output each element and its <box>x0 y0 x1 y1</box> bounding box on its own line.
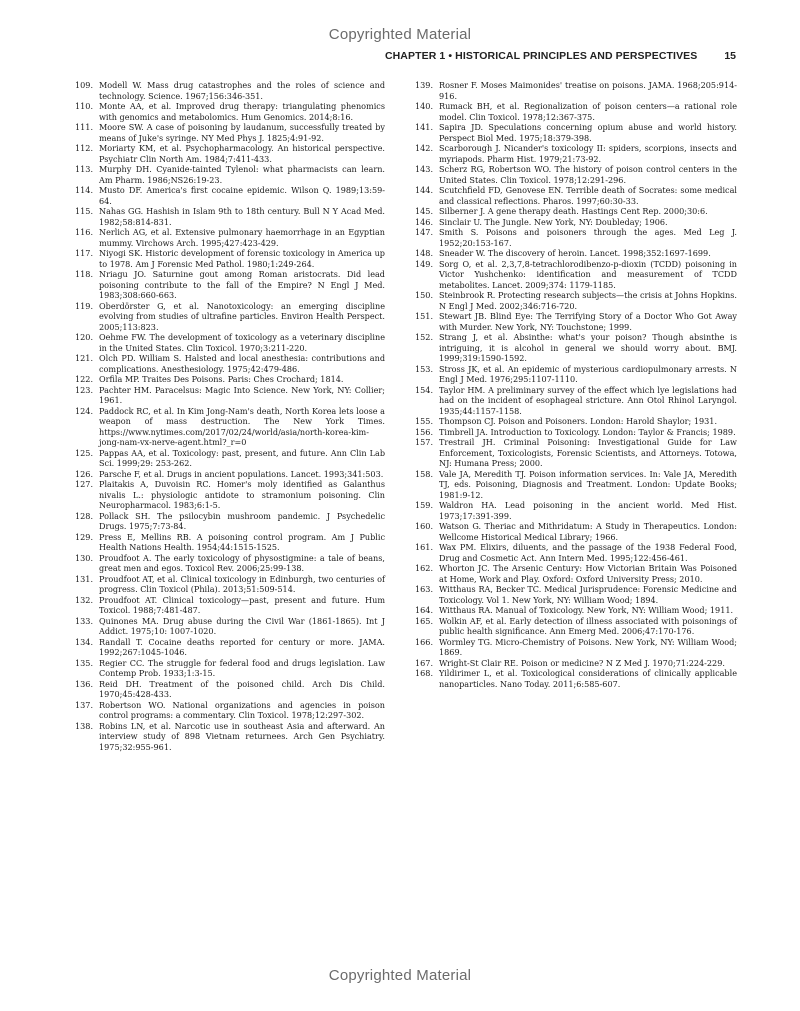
running-head <box>385 50 736 62</box>
reference-text: Sneader W. The discovery of heroin. Lancet. 1998;352:1697-1699. <box>439 248 711 258</box>
reference-item <box>415 542 737 563</box>
reference-text: Scarborough J. Nicander's toxicology II: spiders, scorpions, insects and myriapods. Pharm Hist. 1979;21:73-92. <box>439 143 737 164</box>
reference-number: 168. <box>415 668 434 678</box>
reference-number: 137. <box>75 699 94 710</box>
reference-number: 139. <box>415 80 434 90</box>
reference-item <box>75 532 385 553</box>
reference-text: Monte AA, et al. Improved drug therapy: triangulating phenomics with genomics and metabolomics. Hum Genomics. 2014;8:16. <box>99 101 385 122</box>
page-number: 15 <box>724 50 736 62</box>
reference-number: 136. <box>75 678 94 689</box>
reference-text: Smith S. Poisons and poisoners through the ages. Med Leg J. 1952;20:153-167. <box>439 227 737 248</box>
reference-number: 156. <box>415 426 434 437</box>
reference-item <box>415 616 737 637</box>
reference-text: Stewart JB. Blind Eye: The Terrifying Story of a Doctor Who Got Away with Murder. New York, NY: Touchstone; 1999. <box>439 311 737 332</box>
reference-item <box>415 290 737 311</box>
reference-number: 129. <box>75 531 94 542</box>
reference-item <box>415 143 737 164</box>
reference-text: Timbrell JA. Introduction to Toxicology. London: Taylor & Francis; 1989. <box>439 426 736 437</box>
reference-text: Vale JA, Meredith TJ. Poison information services. In: Vale JA, Meredith TJ, eds. Poisoning, Diagnosis and Treatment. London: Update Books; 1981:9-12. <box>439 468 737 500</box>
reference-number: 155. <box>415 416 434 426</box>
reference-item <box>415 311 737 332</box>
reference-item <box>75 679 385 700</box>
reference-number: 164. <box>415 605 434 615</box>
reference-number: 127. <box>75 479 94 489</box>
reference-number: 131. <box>75 573 94 584</box>
reference-item <box>415 521 737 542</box>
reference-text: Scherz RG, Robertson WO. The history of poison control centers in the United States. Clin Toxicol. 1978;12:291-296. <box>439 164 737 185</box>
reference-item <box>75 700 385 721</box>
reference-item <box>75 385 385 406</box>
reference-number: 143. <box>415 164 434 174</box>
reference-item <box>415 80 737 101</box>
reference-text: Moriarty KM, et al. Psychopharmacology. An historical perspective. Psychiatr Clin North Am. 1984;7:411-433. <box>99 143 385 164</box>
reference-number: 154. <box>415 384 434 395</box>
reference-number: 149. <box>415 258 434 269</box>
reference-text: Taylor HM. A preliminary survey of the effect which lye legislations had had on the incident of esophageal stricture. Ann Otol Rhinol Laryngol. 1935;44:1157-1158. <box>439 384 737 416</box>
reference-item <box>415 185 737 206</box>
reference-item <box>75 122 385 143</box>
reference-text: Witthaus RA. Manual of Toxicology. New York, NY: William Wood; 1911. <box>439 605 734 615</box>
reference-text: Oberdörster G, et al. Nanotoxicology: an emerging discipline evolving from studies of ultrafine particles. Environ Health Perspect. 2005;113:823. <box>99 300 385 332</box>
reference-item <box>75 269 385 301</box>
reference-number: 126. <box>75 468 94 479</box>
reference-item <box>415 217 737 228</box>
reference-item <box>415 385 737 417</box>
reference-text: Moore SW. A case of poisoning by laudanum, successfully treated by means of Juke's syringe. NY Med Phys J. 1825;4:91-92. <box>99 122 385 143</box>
reference-number: 145. <box>415 206 434 216</box>
reference-number: 114. <box>75 185 94 195</box>
reference-item <box>75 469 385 480</box>
reference-number: 113. <box>75 164 94 174</box>
reference-item <box>75 374 385 385</box>
reference-text: Parsche F, et al. Drugs in ancient populations. Lancet. 1993;341:503. <box>99 468 384 479</box>
reference-number: 138. <box>75 720 94 731</box>
reference-item <box>415 364 737 385</box>
reference-number: 146. <box>415 216 434 227</box>
reference-number: 161. <box>415 542 434 552</box>
reference-text: Nahas GG. Hashish in Islam 9th to 18th century. Bull N Y Acad Med. 1982;58:814-831. <box>99 206 385 227</box>
reference-item <box>415 248 737 259</box>
reference-text: Stross JK, et al. An epidemic of mysterious cardiopulmonary arrests. N Engl J Med. 1976;295:1107-1110. <box>439 363 737 384</box>
reference-item <box>75 206 385 227</box>
reference-text: Strang J, et al. Absinthe: what's your poison? Though absinthe is intriguing, it is alcohol in general we should worry about. BMJ. 1999;319:1590-1592. <box>439 332 737 363</box>
reference-text: Whorton JC. The Arsenic Century: How Victorian Britain Was Poisoned at Home, Work and Play. Oxford: Oxford University Press; 2010. <box>439 563 737 584</box>
reference-item <box>75 721 385 753</box>
reference-item <box>415 227 737 248</box>
reference-number: 160. <box>415 521 434 531</box>
reference-text: Wormley TG. Micro-Chemistry of Poisons. New York, NY: William Wood; 1869. <box>439 636 737 657</box>
reference-text: Waldron HA. Lead poisoning in the ancient world. Med Hist. 1973;17:391-399. <box>439 500 737 521</box>
reference-text: Wax PM. Elixirs, diluents, and the passage of the 1938 Federal Food, Drug and Cosmetic Act. Ann Intern Med. 1995;122:456-461. <box>439 542 737 563</box>
reference-text: Olch PD. William S. Halsted and local anesthesia: contributions and complications. Anesthesiology. 1975;42:479-486. <box>99 353 385 374</box>
reference-number: 150. <box>415 290 434 300</box>
reference-text: Rosner F. Moses Maimonides' treatise on poisons. JAMA. 1968;205:914-916. <box>439 80 737 101</box>
reference-text: Quinones MA. Drug abuse during the Civil War (1861-1865). Int J Addict. 1975;10: 1007-1020. <box>99 615 385 636</box>
reference-text: Scutchfield FD, Genovese EN. Terrible death of Socrates: some medical and classical reflections. Pharos. 1997;60:30-33. <box>439 185 737 206</box>
reference-text: Nriagu JO. Saturnine gout among Roman aristocrats. Did lead poisoning contribute to the fall of the Empire? N Engl J Med. 1983;308:660-663. <box>99 269 385 300</box>
reference-text: Nerlich AG, et al. Extensive pulmonary haemorrhage in an Egyptian mummy. Virchows Arch. 1995;427:423-429. <box>99 227 385 248</box>
reference-number: 128. <box>75 510 94 521</box>
reference-text: Oehme FW. The development of toxicology as a veterinary discipline in the United States. Clin Toxicol. 1970;3:211-220. <box>99 332 385 353</box>
reference-item <box>75 616 385 637</box>
reference-text: Thompson CJ. Poison and Poisoners. London: Harold Shaylor; 1931. <box>439 416 718 426</box>
reference-text: Press E, Mellins RB. A poisoning control program. Am J Public Health Nations Health. 1954;44:1515-1525. <box>99 531 385 552</box>
reference-number: 112. <box>75 143 94 153</box>
reference-text: Murphy DH. Cyanide-tainted Tylenol: what pharmacists can learn. Am Pharm. 1986;NS26:19-23. <box>99 164 385 185</box>
reference-item <box>75 448 385 469</box>
reference-text: Robertson WO. National organizations and agencies in poison control programs: a commentary. Clin Toxicol. 1978;12:297-302. <box>99 699 385 720</box>
reference-number: 147. <box>415 227 434 237</box>
reference-item <box>415 637 737 658</box>
reference-text: Silberner J. A gene therapy death. Hastings Cent Rep. 2000;30:6. <box>439 206 708 216</box>
reference-text: Orfila MP. Traites Des Poisons. Paris: Ches Crochard; 1814. <box>99 374 344 384</box>
reference-item <box>75 658 385 679</box>
reference-item <box>75 248 385 269</box>
reference-number: 152. <box>415 332 434 342</box>
reference-number: 167. <box>415 657 434 668</box>
reference-text: Trestrail JH. Criminal Poisoning: Investigational Guide for Law Enforcement, Toxicologists, Forensic Scientists, and Attorneys. Totowa, NJ: Humana Press; 2000. <box>439 437 737 468</box>
reference-number: 125. <box>75 447 94 458</box>
reference-number: 110. <box>75 101 94 111</box>
reference-item <box>415 427 737 438</box>
reference-text: Witthaus RA, Becker TC. Medical Jurisprudence: Forensic Medicine and Toxicology. Vol 1. New York, NY: William Wood; 1894. <box>439 584 737 605</box>
reference-number: 132. <box>75 594 94 605</box>
reference-item <box>415 605 737 616</box>
reference-item <box>75 164 385 185</box>
reference-text: Sorg O, et al. 2,3,7,8-tetrachlorodibenzo-p-dioxin (TCDD) poisoning in Victor Yushchenko: identification and measurement of TCDD metabolites. Lancet. 2009;374: 1179-1185. <box>439 258 737 290</box>
reference-item <box>75 353 385 374</box>
reference-text: Watson G. Theriac and Mithridatum: A Study in Therapeutics. London: Wellcome Historical Medical Library; 1966. <box>439 521 737 542</box>
reference-number: 158. <box>415 468 434 479</box>
reference-item <box>75 574 385 595</box>
reference-text: Niyogi SK. Historic development of forensic toxicology in America up to 1978. Am J Forensic Med Pathol. 1980;1:249-264. <box>99 248 385 269</box>
reference-text: Randall T. Cocaine deaths reported for century or more. JAMA. 1992;267:1045-1046. <box>99 636 385 657</box>
watermark-bottom: Copyrighted Material <box>328 967 472 984</box>
reference-number: 163. <box>415 584 434 594</box>
reference-item <box>415 332 737 364</box>
reference-number: 117. <box>75 248 94 258</box>
chapter-title: CHAPTER 1 • HISTORICAL PRINCIPLES AND PERSPECTIVES <box>384 50 698 62</box>
reference-item <box>415 122 737 143</box>
reference-number: 148. <box>415 248 434 258</box>
reference-item <box>75 553 385 574</box>
reference-text: Yildirimer L, et al. Toxicological considerations of clinically applicable nanoparticles. Nano Today. 2011;6:585-607. <box>439 668 737 689</box>
reference-item <box>75 185 385 206</box>
reference-item <box>75 301 385 333</box>
reference-number: 119. <box>75 300 94 311</box>
reference-text: Paddock RC, et al. In Kim Jong-Nam's death, North Korea lets loose a weapon of mass destruction. The New York Times. https://www.nytimes.com/2017/02/24/world/asia/north-korea-kim-jong-nam-vx-nerve-agent.html?_r=0 <box>99 405 385 447</box>
reference-number: 116. <box>75 227 94 237</box>
reference-text: Modell W. Mass drug catastrophes and the roles of science and technology. Science. 1967;156:346-351. <box>99 80 385 101</box>
reference-item <box>415 500 737 521</box>
reference-item <box>75 332 385 353</box>
reference-number: 118. <box>75 269 94 279</box>
reference-text: Proudfoot A. The early toxicology of physostigmine: a tale of beans, great men and egos. Toxicol Rev. 2006;25:99-138. <box>99 552 385 573</box>
reference-item <box>415 584 737 605</box>
reference-item <box>75 479 385 511</box>
reference-number: 124. <box>75 405 94 416</box>
reference-text: Regier CC. The struggle for federal food and drugs legislation. Law Contemp Prob. 1933;1:3-15. <box>99 657 385 678</box>
reference-number: 144. <box>415 185 434 195</box>
watermark-top: Copyrighted Material <box>328 26 472 43</box>
reference-text: Steinbrook R. Protecting research subjects—the crisis at Johns Hopkins. N Engl J Med. 2002;346:716-720. <box>439 290 737 311</box>
reference-text: Sapira JD. Speculations concerning opium abuse and world history. Perspect Biol Med. 1975;18:379-398. <box>439 122 737 143</box>
reference-text: Musto DF. America's first cocaine epidemic. Wilson Q. 1989;13:59-64. <box>99 185 385 206</box>
reference-number: 134. <box>75 636 94 647</box>
reference-item <box>75 511 385 532</box>
reference-number: 109. <box>75 80 94 90</box>
reference-text: Plaitakis A, Duvoisin RC. Homer's moly identified as Galanthus nivalis L.: physiologic antidote to stramonium poisoning. Clin Neuropharmacol. 1983;6:1-5. <box>99 479 385 510</box>
reference-item <box>415 259 737 291</box>
reference-item <box>415 164 737 185</box>
reference-item <box>75 637 385 658</box>
reference-text: Pappas AA, et al. Toxicology: past, present, and future. Ann Clin Lab Sci. 1999;29: 253-262. <box>99 447 385 468</box>
reference-number: 130. <box>75 552 94 563</box>
reference-item <box>415 206 737 217</box>
reference-text: Proudfoot AT. Clinical toxicology—past, present and future. Hum Toxicol. 1988;7:481-487. <box>99 594 385 615</box>
reference-item <box>415 563 737 584</box>
reference-text: Wolkin AF, et al. Early detection of illness associated with poisonings of public health significance. Ann Emerg Med. 2006;47:170-176. <box>439 615 737 636</box>
reference-number: 133. <box>75 615 94 626</box>
reference-number: 111. <box>75 122 94 132</box>
reference-item <box>75 406 385 448</box>
reference-text: Rumack BH, et al. Regionalization of poison centers—a rational role model. Clin Toxicol. 1978;12:367-375. <box>439 101 737 122</box>
reference-item <box>415 416 737 427</box>
reference-item <box>75 595 385 616</box>
reference-item <box>75 227 385 248</box>
reference-item <box>415 437 737 469</box>
reference-number: 115. <box>75 206 94 216</box>
reference-text: Proudfoot AT, et al. Clinical toxicology in Edinburgh, two centuries of progress. Clin Toxicol (Phila). 2013;51:509-514. <box>99 573 385 594</box>
reference-number: 153. <box>415 363 434 374</box>
reference-text: Sinclair U. The Jungle. New York, NY: Doubleday; 1906. <box>439 216 668 227</box>
reference-number: 159. <box>415 500 434 510</box>
references-left-column <box>75 80 385 752</box>
references-right-column <box>415 80 737 689</box>
reference-number: 141. <box>415 122 434 132</box>
reference-number: 157. <box>415 437 434 447</box>
reference-text: Pachter HM. Paracelsus: Magic Into Science. New York, NY: Collier; 1961. <box>99 384 385 405</box>
reference-number: 135. <box>75 657 94 668</box>
reference-number: 165. <box>415 615 434 626</box>
reference-item <box>415 658 737 669</box>
reference-text: Wright-St Clair RE. Poison or medicine? N Z Med J. 1970;71:224-229. <box>439 657 725 668</box>
reference-number: 166. <box>415 636 434 647</box>
reference-number: 122. <box>75 374 94 384</box>
reference-item <box>415 668 737 689</box>
reference-text: Robins LN, et al. Narcotic use in southeast Asia and afterward. An interview study of 898 Vietnam returnees. Arch Gen Psychiatry. 1975;32:955-961. <box>99 720 385 752</box>
reference-number: 121. <box>75 353 94 363</box>
reference-item <box>415 469 737 501</box>
reference-item <box>75 80 385 101</box>
reference-number: 140. <box>415 101 434 111</box>
reference-text: Reid DH. Treatment of the poisoned child. Arch Dis Child. 1970;45:428-433. <box>99 678 385 699</box>
reference-text: Pollack SH. The psilocybin mushroom pandemic. J Psychedelic Drugs. 1975;7:73-84. <box>99 510 385 531</box>
reference-item <box>75 101 385 122</box>
reference-number: 142. <box>415 143 434 153</box>
reference-number: 162. <box>415 563 434 573</box>
reference-number: 120. <box>75 332 94 342</box>
reference-number: 151. <box>415 311 434 321</box>
reference-item <box>415 101 737 122</box>
reference-number: 123. <box>75 384 94 395</box>
reference-item <box>75 143 385 164</box>
